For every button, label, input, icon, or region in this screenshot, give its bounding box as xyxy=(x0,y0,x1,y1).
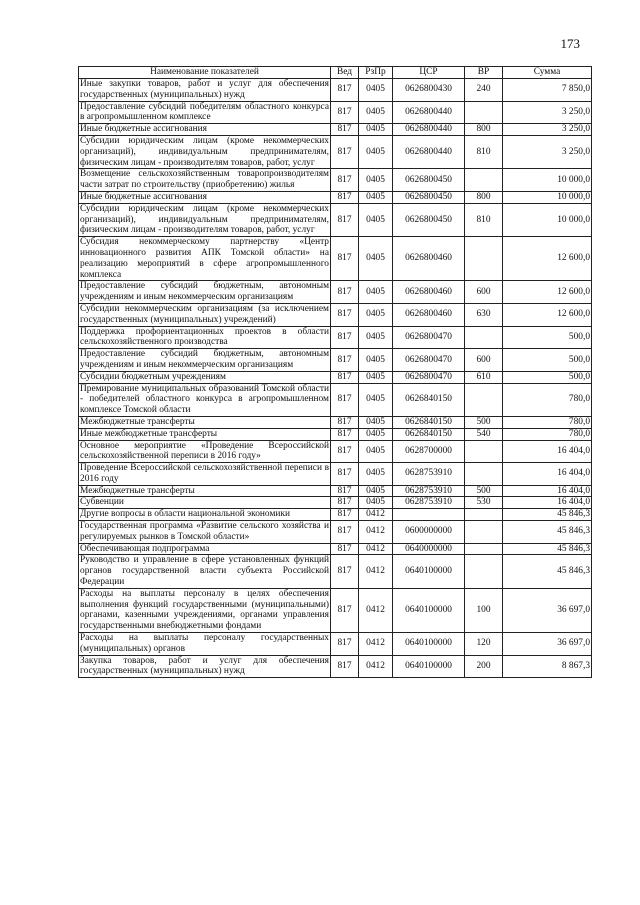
cell-sum: 16 404,0 xyxy=(503,440,592,463)
cell-ved: 817 xyxy=(331,135,359,168)
table-row xyxy=(79,135,592,168)
cell-ved: 817 xyxy=(331,521,359,544)
cell-vr xyxy=(465,509,503,521)
cell-vr: 600 xyxy=(465,349,503,372)
cell-ved: 817 xyxy=(331,124,359,136)
cell-csr: 0640100000 xyxy=(393,655,465,678)
cell-name: Субсидии юридическим лицам (кроме некоммерческих организаций), индивидуальным предпринимателям, физическим лицам - производителям товаров, работ, услуг xyxy=(80,203,329,236)
cell-name: Субсидии юридическим лицам (кроме некоммерческих организаций), индивидуальным предпринимателям, физическим лицам - производителям товаров, работ, услуг xyxy=(80,135,329,168)
cell-csr: 0626800440 xyxy=(393,101,465,124)
table-row xyxy=(79,303,592,326)
cell-vr: 100 xyxy=(465,588,503,632)
cell-name: Предоставление субсидий бюджетным, автономным учреждениям и иным некоммерческим организациям xyxy=(80,281,329,303)
cell-rzpr: 0412 xyxy=(359,588,393,632)
cell-name: Субсидии некоммерческим организациям (за исключением государственных (муниципальных) учреждений) xyxy=(80,303,329,325)
table-row xyxy=(79,521,592,544)
cell-ved: 817 xyxy=(331,191,359,203)
cell-sum: 500,0 xyxy=(503,349,592,372)
cell-rzpr: 0405 xyxy=(359,135,393,168)
cell-ved: 817 xyxy=(331,440,359,463)
cell-name: Обеспечивающая подпрограмма xyxy=(79,543,331,555)
cell-csr: 0626800430 xyxy=(393,79,465,102)
cell-vr: 600 xyxy=(465,281,503,304)
cell-rzpr: 0405 xyxy=(359,416,393,428)
cell-sum: 3 250,0 xyxy=(503,124,592,136)
cell-sum: 12 600,0 xyxy=(503,281,592,304)
cell-ved: 817 xyxy=(331,349,359,372)
cell-ved: 817 xyxy=(331,588,359,632)
cell-name: Закупка товаров, работ и услуг для обеспечения государственных (муниципальных) нужд xyxy=(80,655,329,677)
cell-sum: 3 250,0 xyxy=(503,135,592,168)
cell-rzpr: 0405 xyxy=(359,326,393,349)
cell-name: Иные бюджетные ассигнования xyxy=(79,191,331,203)
cell-name: Государственная программа «Развитие сельского хозяйства и регулируемых рынков в Томской области» xyxy=(80,521,329,542)
cell-csr: 0640100000 xyxy=(393,555,465,588)
cell-rzpr: 0412 xyxy=(359,521,393,544)
cell-name: Расходы на выплаты персоналу в целях обеспечения выполнения функций государственными (муниципальными) органами, казенными учреждениями, органами управления государственными внебюджетными фондами xyxy=(80,588,329,632)
cell-ved: 817 xyxy=(331,237,359,281)
cell-vr: 500 xyxy=(465,485,503,497)
table-row xyxy=(79,101,592,124)
cell-vr: 800 xyxy=(465,124,503,136)
header-vr: ВР xyxy=(465,67,503,79)
cell-rzpr: 0405 xyxy=(359,281,393,304)
cell-sum: 12 600,0 xyxy=(503,237,592,281)
header-rzpr: РзПр xyxy=(359,67,393,79)
cell-sum: 45 846,3 xyxy=(503,509,592,521)
budget-table xyxy=(78,66,592,678)
cell-csr: 0626800470 xyxy=(393,326,465,349)
cell-csr: 0628753910 xyxy=(393,497,465,509)
cell-vr: 610 xyxy=(465,371,503,383)
cell-ved: 817 xyxy=(331,509,359,521)
cell-name: Субсидия некоммерческому партнерству «Центр инновационного развития АПК Томской области» на реализацию мероприятий в сфере агропромышленного комплекса xyxy=(80,237,329,280)
cell-vr: 540 xyxy=(465,428,503,440)
table-row xyxy=(79,416,592,428)
cell-ved: 817 xyxy=(331,371,359,383)
page-number: 173 xyxy=(560,36,580,51)
cell-rzpr: 0405 xyxy=(359,101,393,124)
table-row xyxy=(79,655,592,678)
cell-csr: 0626840150 xyxy=(393,383,465,416)
cell-name: Проведение Всероссийской сельскохозяйственной переписи в 2016 году xyxy=(80,463,329,484)
table-row xyxy=(79,543,592,555)
cell-ved: 817 xyxy=(331,485,359,497)
table-row xyxy=(79,371,592,383)
cell-sum: 7 850,0 xyxy=(503,79,592,102)
cell-rzpr: 0405 xyxy=(359,383,393,416)
cell-name: Иные межбюджетные трансферты xyxy=(79,428,331,440)
cell-ved: 817 xyxy=(331,79,359,102)
cell-rzpr: 0405 xyxy=(359,169,393,192)
cell-sum: 45 846,3 xyxy=(503,543,592,555)
table-body xyxy=(79,79,592,678)
cell-sum: 16 404,0 xyxy=(503,463,592,486)
cell-rzpr: 0405 xyxy=(359,349,393,372)
cell-name: Предоставление субсидий бюджетным, автономным учреждениям и иным некоммерческим организациям xyxy=(80,349,329,370)
cell-vr xyxy=(465,237,503,281)
cell-csr: 0626800460 xyxy=(393,237,465,281)
cell-rzpr: 0405 xyxy=(359,79,393,102)
cell-sum: 10 000,0 xyxy=(503,191,592,203)
table-row xyxy=(79,191,592,203)
cell-csr: 0628753910 xyxy=(393,485,465,497)
cell-name: Иные бюджетные ассигнования xyxy=(79,124,331,136)
cell-name: Субвенции xyxy=(79,497,331,509)
cell-sum: 36 697,0 xyxy=(503,633,592,656)
table-row xyxy=(79,555,592,588)
cell-csr: 0626840150 xyxy=(393,416,465,428)
cell-csr: 0626800450 xyxy=(393,203,465,236)
cell-vr xyxy=(465,521,503,544)
table-row xyxy=(79,124,592,136)
cell-vr xyxy=(465,555,503,588)
table-row xyxy=(79,281,592,304)
cell-ved: 817 xyxy=(331,463,359,486)
cell-vr xyxy=(465,326,503,349)
cell-rzpr: 0405 xyxy=(359,463,393,486)
table-row xyxy=(79,383,592,416)
cell-sum: 3 250,0 xyxy=(503,101,592,124)
cell-ved: 817 xyxy=(331,416,359,428)
cell-name: Межбюджетные трансферты xyxy=(79,416,331,428)
cell-name: Расходы на выплаты персоналу государственных (муниципальных) органов xyxy=(80,633,329,654)
cell-ved: 817 xyxy=(331,281,359,304)
table-row xyxy=(79,203,592,236)
cell-sum: 10 000,0 xyxy=(503,203,592,236)
cell-csr: 0626800470 xyxy=(393,371,465,383)
cell-vr: 200 xyxy=(465,655,503,678)
table-row xyxy=(79,463,592,486)
cell-csr: 0626800450 xyxy=(393,191,465,203)
cell-csr: 0626800470 xyxy=(393,349,465,372)
cell-sum: 8 867,3 xyxy=(503,655,592,678)
table-row xyxy=(79,237,592,281)
table-row xyxy=(79,588,592,632)
cell-sum: 500,0 xyxy=(503,371,592,383)
cell-sum: 780,0 xyxy=(503,383,592,416)
cell-rzpr: 0412 xyxy=(359,655,393,678)
cell-rzpr: 0405 xyxy=(359,497,393,509)
cell-rzpr: 0412 xyxy=(359,543,393,555)
cell-vr: 630 xyxy=(465,303,503,326)
cell-sum: 16 404,0 xyxy=(503,485,592,497)
table-row xyxy=(79,440,592,463)
table-row xyxy=(79,509,592,521)
cell-rzpr: 0405 xyxy=(359,191,393,203)
table-row xyxy=(79,633,592,656)
cell-csr: 0626800440 xyxy=(393,135,465,168)
table-row xyxy=(79,79,592,102)
cell-ved: 817 xyxy=(331,101,359,124)
cell-name: Предоставление субсидий победителям областного конкурса в агропромышленном комплексе xyxy=(80,101,329,123)
cell-vr xyxy=(465,543,503,555)
header-name: Наименование показателей xyxy=(79,67,331,79)
cell-rzpr: 0405 xyxy=(359,440,393,463)
cell-name: Премирование муниципальных образований Томской области - победителей областного конкурса в агропромышленном комплексе Томской области xyxy=(80,383,329,416)
header-csr: ЦСР xyxy=(393,67,465,79)
cell-rzpr: 0405 xyxy=(359,203,393,236)
cell-vr: 500 xyxy=(465,416,503,428)
header-ved: Вед xyxy=(331,67,359,79)
cell-ved: 817 xyxy=(331,303,359,326)
cell-ved: 817 xyxy=(331,326,359,349)
cell-name: Межбюджетные трансферты xyxy=(79,485,331,497)
cell-csr: 0600000000 xyxy=(393,521,465,544)
cell-sum: 45 846,3 xyxy=(503,555,592,588)
cell-name: Другие вопросы в области национальной экономики xyxy=(79,509,331,521)
header-sum: Сумма xyxy=(503,67,592,79)
cell-vr xyxy=(465,101,503,124)
cell-vr xyxy=(465,440,503,463)
cell-vr xyxy=(465,463,503,486)
cell-name: Основное мероприятие «Проведение Всероссийской сельскохозяйственной переписи в 2016 году» xyxy=(80,440,329,462)
cell-rzpr: 0405 xyxy=(359,485,393,497)
cell-vr xyxy=(465,169,503,192)
cell-name: Субсидии бюджетным учреждениям xyxy=(79,371,331,383)
cell-sum: 12 600,0 xyxy=(503,303,592,326)
cell-sum: 780,0 xyxy=(503,416,592,428)
table-row xyxy=(79,349,592,372)
table-row xyxy=(79,497,592,509)
table-row xyxy=(79,169,592,192)
cell-rzpr: 0405 xyxy=(359,371,393,383)
cell-ved: 817 xyxy=(331,655,359,678)
cell-csr: 0640000000 xyxy=(393,543,465,555)
cell-vr: 800 xyxy=(465,191,503,203)
cell-sum: 780,0 xyxy=(503,428,592,440)
cell-vr: 810 xyxy=(465,135,503,168)
cell-rzpr: 0405 xyxy=(359,303,393,326)
cell-csr: 0626800460 xyxy=(393,281,465,304)
cell-csr: 0640100000 xyxy=(393,633,465,656)
cell-sum: 16 404,0 xyxy=(503,497,592,509)
cell-sum: 45 846,3 xyxy=(503,521,592,544)
table-row xyxy=(79,485,592,497)
cell-sum: 500,0 xyxy=(503,326,592,349)
cell-name: Возмещение сельскохозяйственным товаропроизводителям части затрат по строительству (приобретению) жилья xyxy=(80,169,329,191)
table-header-row xyxy=(79,67,592,79)
cell-name: Поддержка профориентационных проектов в области сельскохозяйственного производства xyxy=(80,326,329,348)
table-row xyxy=(79,326,592,349)
cell-ved: 817 xyxy=(331,497,359,509)
cell-ved: 817 xyxy=(331,543,359,555)
cell-sum: 10 000,0 xyxy=(503,169,592,192)
cell-ved: 817 xyxy=(331,383,359,416)
cell-ved: 817 xyxy=(331,428,359,440)
cell-csr: 0628753910 xyxy=(393,463,465,486)
cell-vr xyxy=(465,383,503,416)
cell-rzpr: 0412 xyxy=(359,555,393,588)
cell-sum: 36 697,0 xyxy=(503,588,592,632)
cell-rzpr: 0405 xyxy=(359,237,393,281)
cell-csr: 0626840150 xyxy=(393,428,465,440)
cell-name: Иные закупки товаров, работ и услуг для обеспечения государственных (муниципальных) нужд xyxy=(80,79,329,100)
cell-csr: 0640100000 xyxy=(393,588,465,632)
cell-vr: 120 xyxy=(465,633,503,656)
cell-csr: 0626800450 xyxy=(393,169,465,192)
cell-csr: 0626800440 xyxy=(393,124,465,136)
cell-vr: 810 xyxy=(465,203,503,236)
cell-csr: 0626800460 xyxy=(393,303,465,326)
cell-rzpr: 0412 xyxy=(359,509,393,521)
cell-ved: 817 xyxy=(331,633,359,656)
cell-ved: 817 xyxy=(331,555,359,588)
cell-ved: 817 xyxy=(331,169,359,192)
cell-vr: 240 xyxy=(465,79,503,102)
cell-vr: 530 xyxy=(465,497,503,509)
table-row xyxy=(79,428,592,440)
cell-csr xyxy=(393,509,465,521)
cell-ved: 817 xyxy=(331,203,359,236)
cell-rzpr: 0412 xyxy=(359,633,393,656)
cell-name: Руководство и управление в сфере установленных функций органов государственной власти субъекта Российской Федерации xyxy=(80,555,329,588)
cell-rzpr: 0405 xyxy=(359,124,393,136)
cell-csr: 0628700000 xyxy=(393,440,465,463)
cell-rzpr: 0405 xyxy=(359,428,393,440)
